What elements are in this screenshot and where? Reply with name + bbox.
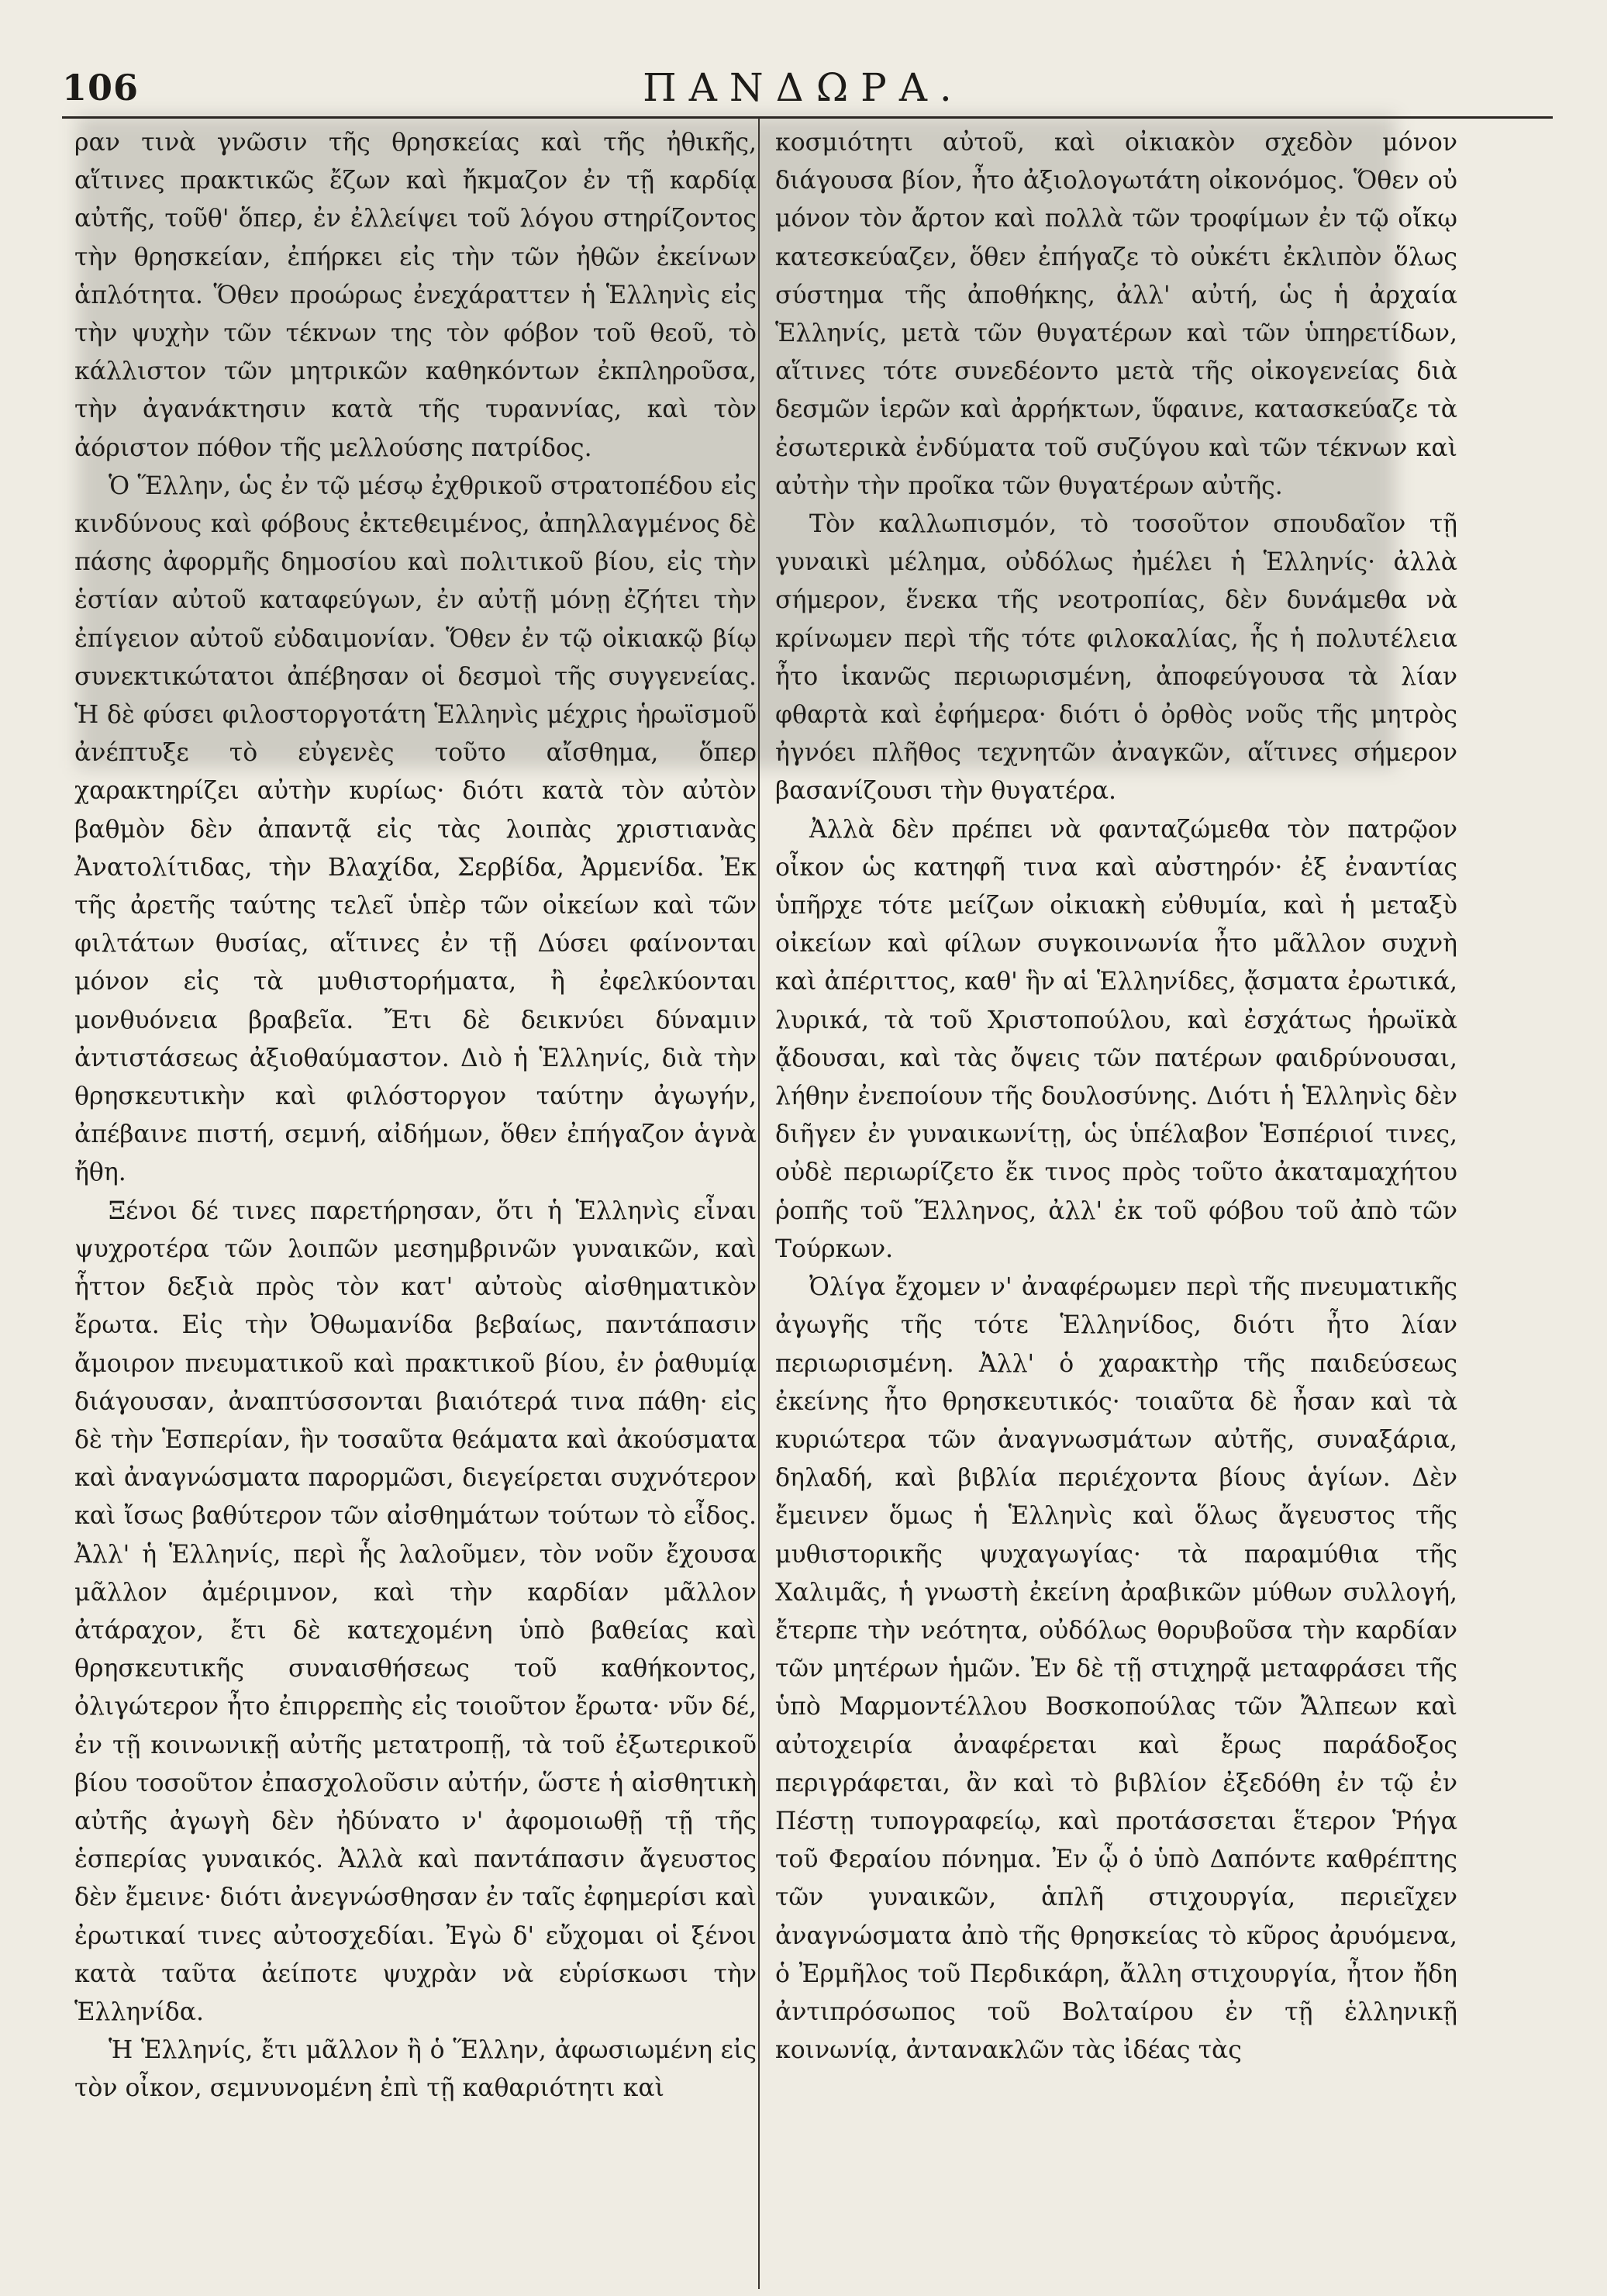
paragraph: Τὸν καλλωπισμόν, τὸ τοσοῦτον σπουδαῖον τῇ γυναικὶ μέλημα, οὐδόλως ἠμέλει ἡ Ἑλληνίς· ἀλλὰ σήμερον, ἕνεκα τῆς νεοτροπίας, δὲν δυνάμεθα νὰ κρίνωμεν περὶ τῆς τότε φιλοκαλίας, ἧς ἡ πολυτέλεια ἦτο ἱκανῶς περιωρισμένη, ἀποφεύγουσα τὰ λίαν φθαρτὰ καὶ ἐφήμερα· διότι ὁ ὀρθὸς νοῦς τῆς μητρὸς ἠγνόει πλῆθος τεχνητῶν ἀναγκῶν, αἵτινες σήμερον βασανίζουσι τὴν θυγατέρα. <box>775 510 1457 806</box>
paragraph: Ἡ Ἑλληνίς, ἔτι μᾶλλον ἢ ὁ Ἕλλην, ἀφωσιωμένη εἰς τὸν οἶκον, σεμνυνομένη ἐπὶ τῇ καθαριότητι καὶ <box>74 2036 757 2103</box>
header-rule <box>62 116 1553 119</box>
column-divider <box>758 118 760 2289</box>
page-number: 106 <box>62 67 140 109</box>
paragraph: ραν τινὰ γνῶσιν τῆς θρησκείας καὶ τῆς ἠθικῆς, αἵτινες πρακτικῶς ἔζων καὶ ἤκμαζον ἐν τῇ καρδίᾳ αὐτῆς, τοῦθ' ὅπερ, ἐν ἐλλείψει τοῦ λόγου στηρίζοντος τὴν θρησκείαν, ἐπήρκει εἰς τὴν τῶν ἠθῶν ἐκείνων ἁπλότητα. Ὅθεν προώρως ἐνεχάραττεν ἡ Ἑλληνὶς εἰς τὴν ψυχὴν τῶν τέκνων της τὸν φόβον τοῦ θεοῦ, τὸ κάλλιστον τῶν μητρικῶν καθηκόντων ἐκπληροῦσα, τὴν ἀγανάκτησιν κατὰ τῆς τυραννίας, καὶ τὸν ἀόριστον πόθον τῆς μελλούσης πατρίδος. <box>74 129 757 462</box>
paragraph: κοσμιότητι αὐτοῦ, καὶ οἰκιακὸν σχεδὸν μόνον διάγουσα βίον, ἦτο ἀξιολογωτάτη οἰκονόμος. Ὅθεν οὐ μόνον τὸν ἄρτον καὶ πολλὰ τῶν τροφίμων ἐν τῷ οἴκῳ κατεσκεύαζεν, ὅθεν ἐπήγαζε τὸ οὐκέτι ἐκλιπὸν ὅλως σύστημα τῆς ἀποθήκης, ἀλλ' αὐτή, ὡς ἡ ἀρχαία Ἑλληνίς, μετὰ τῶν θυγατέρων καὶ τῶν ὑπηρετίδων, αἵτινες τότε συνεδέοντο μετὰ τῆς οἰκογενείας διὰ δεσμῶν ἱερῶν καὶ ἀρρήκτων, ὕφαινε, κατασκεύαζε τὰ ἐσωτερικὰ ἐνδύματα τοῦ συζύγου καὶ τῶν τέκνων καὶ αὐτὴν τὴν προῖκα τῶν θυγατέρων αὐτῆς. <box>775 129 1457 500</box>
left-column <box>74 124 757 2280</box>
right-column <box>775 124 1457 2280</box>
paragraph: Ξένοι δέ τινες παρετήρησαν, ὅτι ἡ Ἑλληνὶς εἶναι ψυχροτέρα τῶν λοιπῶν μεσημβρινῶν γυναικῶν, καὶ ἧττον δεξιὰ πρὸς τὸν κατ' αὐτοὺς αἰσθηματικὸν ἔρωτα. Εἰς τὴν Ὀθωμανίδα βεβαίως, παντάπασιν ἄμοιρον πνευματικοῦ καὶ πρακτικοῦ βίου, ἐν ῥαθυμίᾳ διάγουσαν, ἀναπτύσσονται βιαιότερά τινα πάθη· εἰς δὲ τὴν Ἑσπερίαν, ἣν τοσαῦτα θεάματα καὶ ἀκούσματα καὶ ἀναγνώσματα παρορμῶσι, διεγείρεται συχνότερον καὶ ἴσως βαθύτερον τῶν αἰσθημάτων τούτων τὸ εἶδος. Ἀλλ' ἡ Ἑλληνίς, περὶ ἧς λαλοῦμεν, τὸν νοῦν ἔχουσα μᾶλλον ἀμέριμνον, καὶ τὴν καρδίαν μᾶλλον ἀτάραχον, ἔτι δὲ κατεχομένη ὑπὸ βαθείας καὶ θρησκευτικῆς συναισθήσεως τοῦ καθήκοντος, ὀλιγώτερον ἦτο ἐπιρρεπὴς εἰς τοιοῦτον ἔρωτα· νῦν δέ, ἐν τῇ κοινωνικῇ αὐτῆς μετατροπῇ, τὰ τοῦ ἐξωτερικοῦ βίου τοσοῦτον ἐπασχολοῦσιν αὐτήν, ὥστε ἡ αἰσθητικὴ αὐτῆς ἀγωγὴ δὲν ἠδύνατο ν' ἀφομοιωθῇ τῇ τῆς ἑσπερίας γυναικός. Ἀλλὰ καὶ παντάπασιν ἄγευστος δὲν ἔμεινε· διότι ἀνεγνώσθησαν ἐν ταῖς ἐφημερίσι καὶ ἐρωτικαί τινες αὐτοσχεδίαι. Ἐγὼ δ' εὔχομαι οἱ ξένοι κατὰ ταῦτα ἀείποτε ψυχρὰν νὰ εὑρίσκωσι τὴν Ἑλληνίδα. <box>74 1196 757 2026</box>
paragraph: Ὁ Ἕλλην, ὡς ἐν τῷ μέσῳ ἐχθρικοῦ στρατοπέδου εἰς κινδύνους καὶ φόβους ἐκτεθειμένος, ἀπηλλαγμένος δὲ πάσης ἀφορμῆς δημοσίου καὶ πολιτικοῦ βίου, εἰς τὴν ἑστίαν αὐτοῦ καταφεύγων, ἐν αὐτῇ μόνῃ ἐζήτει τὴν ἐπίγειον αὐτοῦ εὐδαιμονίαν. Ὅθεν ἐν τῷ οἰκιακῷ βίῳ συνεκτικώτατοι ἀπέβησαν οἱ δεσμοὶ τῆς συγγενείας. Ἡ δὲ φύσει φιλοστοργοτάτη Ἑλληνὶς μέχρις ἡρωϊσμοῦ ἀνέπτυξε τὸ εὐγενὲς τοῦτο αἴσθημα, ὅπερ χαρακτηρίζει αὐτὴν κυρίως· διότι κατὰ τὸν αὐτὸν βαθμὸν δὲν ἀπαντᾷ εἰς τὰς λοιπὰς χριστιανὰς Ἀνατολίτιδας, τὴν Βλαχίδα, Σερβίδα, Ἀρμενίδα. Ἐκ τῆς ἀρετῆς ταύτης τελεῖ ὑπὲρ τῶν οἰκείων καὶ τῶν φιλτάτων θυσίας, αἵτινες ἐν τῇ Δύσει φαίνονται μόνον εἰς τὰ μυθιστορήματα, ἢ ἐφελκύονται μονθυόνεια βραβεῖα. Ἔτι δὲ δεικνύει δύναμιν ἀντιστάσεως ἀξιοθαύμαστον. Διὸ ἡ Ἑλληνίς, διὰ τὴν θρησκευτικὴν καὶ φιλόστοργον ταύτην ἀγωγήν, ἀπέβαινε πιστή, σεμνή, αἰδήμων, ὅθεν ἐπήγαζον ἁγνὰ ἤθη. <box>74 471 757 1187</box>
running-title: ΠΑΝΔΩΡΑ. <box>643 65 964 110</box>
paragraph: Ὀλίγα ἔχομεν ν' ἀναφέρωμεν περὶ τῆς πνευματικῆς ἀγωγῆς τῆς τότε Ἑλληνίδος, διότι ἦτο λίαν περιωρισμένη. Ἀλλ' ὁ χαρακτὴρ τῆς παιδεύσεως ἐκείνης ἦτο θρησκευτικός· τοιαῦτα δὲ ἦσαν καὶ τὰ κυριώτερα τῶν ἀναγνωσμάτων αὐτῆς, συναξάρια, δηλαδή, καὶ βιβλία περιέχοντα βίους ἁγίων. Δὲν ἔμεινεν ὅμως ἡ Ἑλληνὶς καὶ ὅλως ἄγευστος τῆς μυθιστορικῆς ψυχαγωγίας· τὰ παραμύθια τῆς Χαλιμᾶς, ἡ γνωστὴ ἐκείνη ἀραβικῶν μύθων συλλογή, ἔτερπε τὴν νεότητα, οὐδόλως θορυβοῦσα τὴν καρδίαν τῶν μητέρων ἡμῶν. Ἐν δὲ τῇ στιχηρᾷ μεταφράσει τῆς ὑπὸ Μαρμοντέλλου Βοσκοπούλας τῶν Ἄλπεων καὶ αὐτοχειρία ἀναφέρεται καὶ ἔρως παράδοξος περιγράφεται, ἂν καὶ τὸ βιβλίον ἐξεδόθη ἐν τῷ ἐν Πέστῃ τυπογραφείῳ, καὶ προτάσσεται ἕτερον Ῥήγα τοῦ Φεραίου πόνημα. Ἐν ᾧ ὁ ὑπὸ Δαπόντε καθρέπτης τῶν γυναικῶν, ἁπλῆ στιχουργία, περιεῖχεν ἀναγνώσματα ἀπὸ τῆς θρησκείας τὸ κῦρος ἀρυόμενα, ὁ Ἐρμῆλος τοῦ Περδικάρη, ἄλλη στιχουργία, ἦτον ἤδη ἀντιπρόσωπος τοῦ Βολταίρου ἐν τῇ ἑλληνικῇ κοινωνίᾳ, ἀντανακλῶν τὰς ἰδέας τὰς <box>775 1273 1457 2065</box>
paragraph: Ἀλλὰ δὲν πρέπει νὰ φανταζώμεθα τὸν πατρῷον οἶκον ὡς κατηφῆ τινα καὶ αὐστηρόν· ἐξ ἐναντίας ὑπῆρχε τότε μείζων οἰκιακὴ εὐθυμία, καὶ ἡ μεταξὺ οἰκείων καὶ φίλων συγκοινωνία ἦτο μᾶλλον συχνὴ καὶ ἀπέριττος, καθ' ἣν αἱ Ἑλληνίδες, ᾄσματα ἐρωτικά, λυρικά, τὰ τοῦ Χριστοπούλου, καὶ ἐσχάτως ἡρωϊκὰ ᾄδουσαι, καὶ τὰς ὄψεις τῶν πατέρων φαιδρύνουσαι, λήθην ἐνεποίουν τῆς δουλοσύνης. Διότι ἡ Ἑλληνὶς δὲν διῆγεν ἐν γυναικωνίτῃ, ὡς ὑπέλαβον Ἑσπέριοί τινες, οὐδὲ περιωρίζετο ἔκ τινος πρὸς τοῦτο ἀκαταμαχήτου ῥοπῆς τοῦ Ἕλληνος, ἀλλ' ἐκ τοῦ φόβου τοῦ ἀπὸ τῶν Τούρκων. <box>775 815 1457 1263</box>
